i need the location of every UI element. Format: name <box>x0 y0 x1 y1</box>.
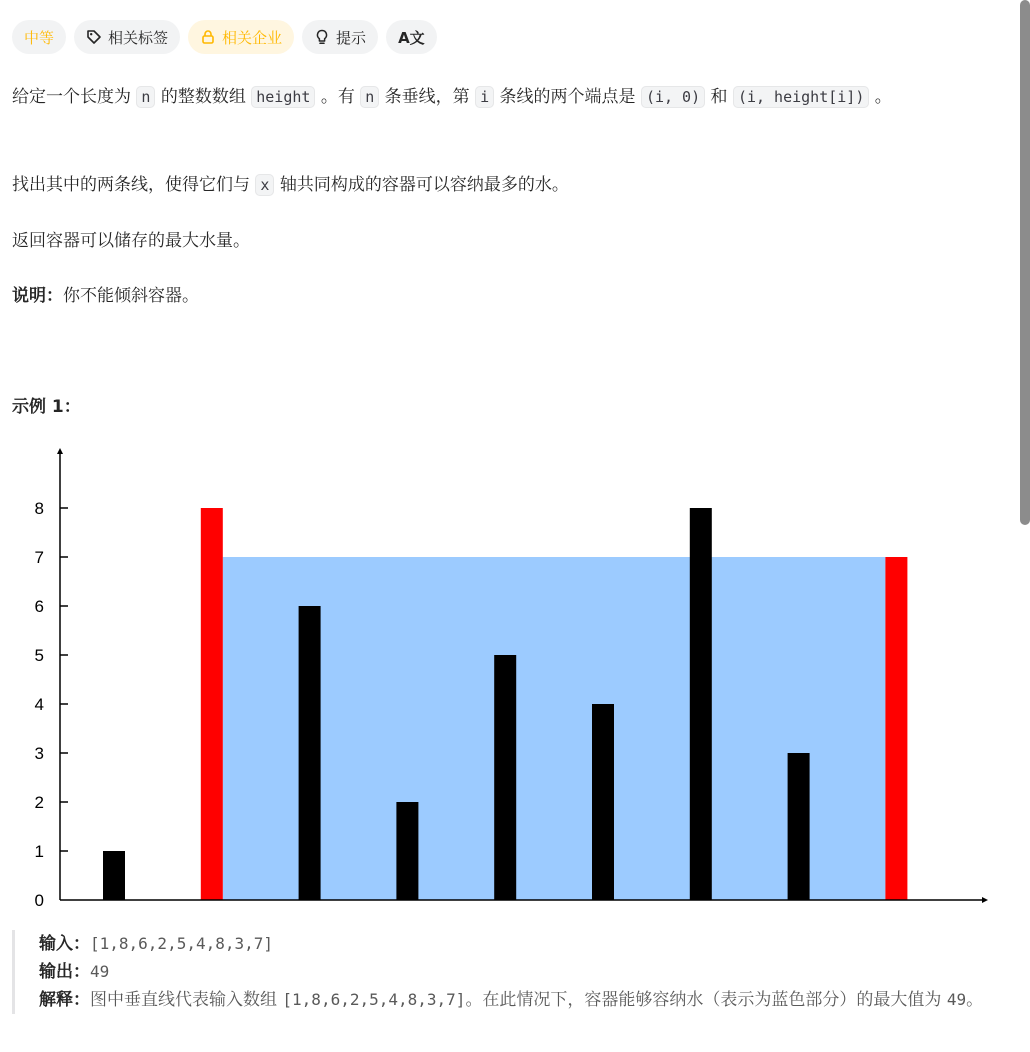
code-i: i <box>475 86 494 108</box>
y-tick-label: 5 <box>34 646 44 665</box>
example-block <box>12 930 1002 1014</box>
description-note <box>12 281 922 311</box>
related-companies-label: 相关企业 <box>222 28 283 47</box>
explain-label: 解释： <box>39 990 90 1010</box>
input-label: 输入： <box>39 934 90 954</box>
translate-button[interactable] <box>386 20 437 54</box>
input-value: [1,8,6,2,5,4,8,3,7] <box>90 934 274 953</box>
lock-icon <box>200 29 216 45</box>
description-paragraph-2: 找出其中的两条线，使得它们与 x 轴共同构成的容器可以容纳最多的水。 <box>12 175 569 195</box>
highlighted-bar <box>885 557 907 900</box>
y-tick-label: 0 <box>34 891 44 910</box>
code-point-end: (i, height[i]) <box>733 86 869 108</box>
y-tick-label: 3 <box>34 744 44 763</box>
scrollbar[interactable] <box>1020 0 1030 1052</box>
y-tick-label: 1 <box>34 842 44 861</box>
code-height: height <box>251 86 315 108</box>
y-tick-label: 4 <box>34 695 44 714</box>
code-point-start: (i, 0) <box>641 86 705 108</box>
y-tick-label: 6 <box>34 597 44 616</box>
explain-array: [1,8,6,2,5,4,8,3,7] <box>282 990 466 1009</box>
y-tick-label: 2 <box>34 793 44 812</box>
example-explanation: 解释：图中垂直线代表输入数组 [1,8,6,2,5,4,8,3,7]。在此情况下，容器能够容纳水（表示为蓝色部分）的最大值为 49。 <box>39 990 984 1010</box>
container-chart <box>0 440 1000 920</box>
bar <box>494 655 516 900</box>
y-tick-label: 8 <box>34 499 44 518</box>
explain-value: 49 <box>946 990 967 1009</box>
highlighted-bar <box>201 508 223 900</box>
bar <box>788 753 810 900</box>
code-n: n <box>136 86 155 108</box>
code-x: x <box>255 174 274 196</box>
description-paragraph-1: 给定一个长度为 n 的整数数组 height 。有 n 条垂线，第 i 条线的两个端点是 (i, 0) 和 (i, height[i]) 。 <box>12 87 892 107</box>
example-output-line <box>39 958 1002 986</box>
bar <box>396 802 418 900</box>
tag-row <box>12 20 437 54</box>
scrollbar-thumb[interactable] <box>1020 0 1030 525</box>
example-title: 示例 1： <box>12 397 81 417</box>
bar <box>690 508 712 900</box>
example-input-line <box>39 930 1002 958</box>
tag-icon <box>86 29 102 45</box>
water-area <box>223 557 886 900</box>
x-axis-arrow <box>982 897 988 903</box>
related-tags-button[interactable] <box>74 20 180 54</box>
related-tags-label: 相关标签 <box>108 28 169 47</box>
bar <box>103 851 125 900</box>
y-axis-arrow <box>57 448 63 454</box>
bar <box>299 606 321 900</box>
output-value: 49 <box>90 962 110 981</box>
difficulty-badge <box>12 20 66 54</box>
output-label: 输出： <box>39 962 90 982</box>
hint-button[interactable] <box>302 20 378 54</box>
related-companies-button[interactable] <box>188 20 294 54</box>
description-paragraph-3: 返回容器可以储存的最大水量。 <box>12 231 250 251</box>
hint-label: 提示 <box>336 28 367 47</box>
code-n: n <box>360 86 379 108</box>
bar <box>592 704 614 900</box>
difficulty-label: 中等 <box>24 28 55 47</box>
translate-icon: A文 <box>398 28 425 47</box>
lightbulb-icon <box>314 29 330 45</box>
note-text: 你不能倾斜容器。 <box>63 286 199 306</box>
y-tick-label: 7 <box>34 548 44 567</box>
note-label: 说明： <box>12 286 63 306</box>
